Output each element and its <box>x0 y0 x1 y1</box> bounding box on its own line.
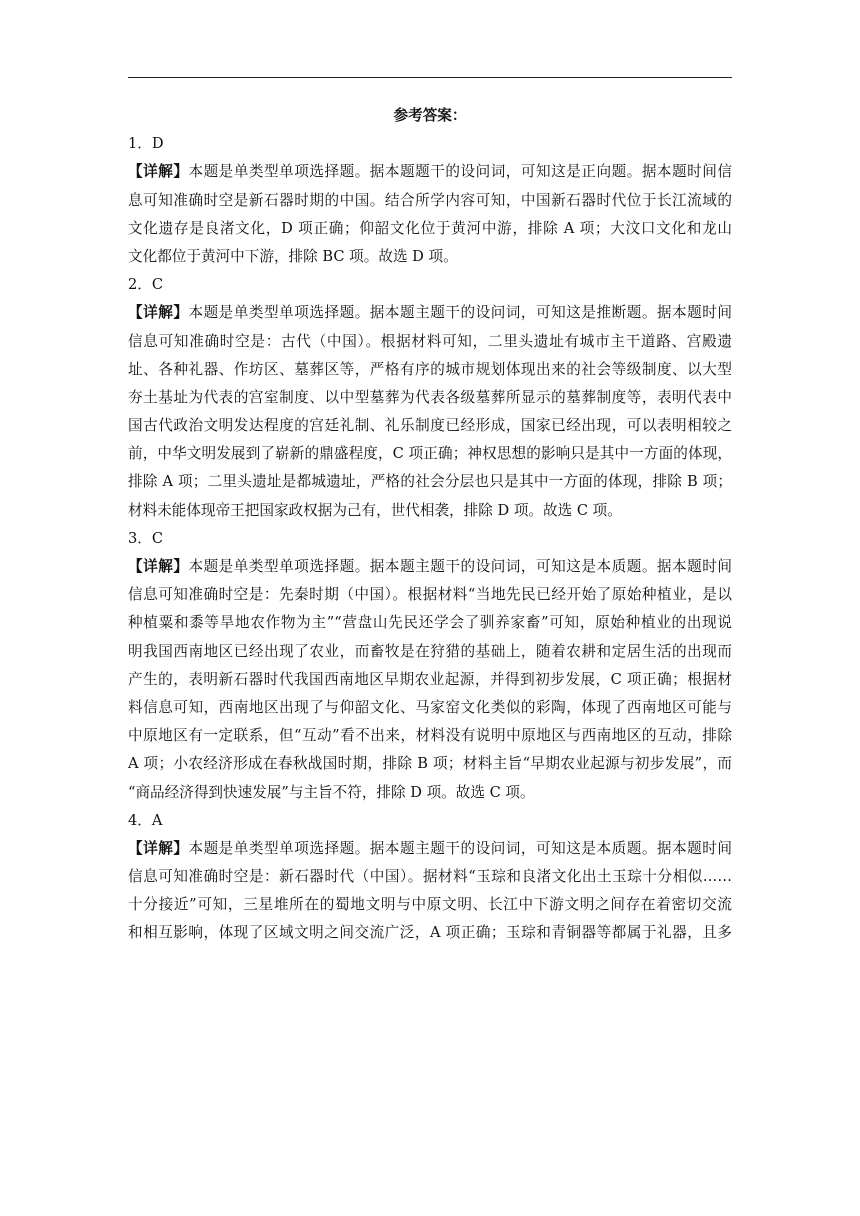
answer-number: 1．D <box>128 135 164 153</box>
answers-heading: 参考答案： <box>393 107 467 124</box>
explanation-line: “商品经济得到快速发展”与主旨不符，排除 D 项。故选 C 项。 <box>128 783 535 801</box>
answer-block-2 <box>128 271 732 525</box>
answer-number: 4．A <box>128 811 163 829</box>
explanation-line: 【详解】本题是单类型单项选择题。据本题题干的设问词，可知这是正向题。据本题时间信 <box>128 163 732 181</box>
explanation-line: 和相互影响，体现了区域文明之间交流广泛，A 项正确；玉琮和青铜器等都属于礼器，且多 <box>128 924 732 942</box>
detail-tag: 【详解】 <box>128 558 189 575</box>
explanation-line: 【详解】本题是单类型单项选择题。据本题主题干的设问词，可知这是本质题。据本题时间 <box>128 558 732 575</box>
explanation-line: 材料未能体现帝王把国家政权据为己有，世代相袭，排除 D 项。故选 C 项。 <box>128 501 622 519</box>
answer-block-4 <box>128 807 732 948</box>
explanation-line: 料信息可知，西南地区出现了与仰韶文化、马家窑文化类似的彩陶，体现了西南地区可能与 <box>128 698 732 716</box>
explanation-line: 息可知准确时空是新石器时期的中国。结合所学内容可知，中国新石器时代位于长江流域的 <box>128 191 732 209</box>
explanation-line: 夯土基址为代表的宫室制度、以中型墓葬为代表各级墓葬所显示的墓葬制度等，表明代表中 <box>128 388 732 406</box>
explanation-line: 产生的，表明新石器时代我国西南地区早期农业起源，并得到初步发展，C 项正确；根据材 <box>128 670 732 688</box>
explanation-line: 【详解】本题是单类型单项选择题。据本题主题干的设问词，可知这是推断题。据本题时间 <box>128 304 732 322</box>
explanation-line: 国古代政治文明发达程度的宫廷礼制、礼乐制度已经形成，国家已经出现，可以表明相较之 <box>128 417 732 435</box>
detail-tag: 【详解】 <box>128 304 189 322</box>
explanation-line: 中原地区有一定联系，但“互动”看不出来，材料没有说明中原地区与西南地区的互动，排除 <box>128 727 732 745</box>
answer-block-3 <box>128 525 732 807</box>
explanation-line: 文化遗存是良渚文化，D 项正确；仰韶文化位于黄河中游，排除 A 项；大汶口文化和龙山 <box>128 219 732 237</box>
header-rule <box>128 77 732 78</box>
explanation-line: 十分接近”可知，三星堆所在的蜀地文明与中原文明、长江中下游文明之间存在着密切交流 <box>128 896 732 914</box>
explanation-line: A 项；小农经济形成在春秋战国时期，排除 B 项；材料主旨“早期农业起源与初步发展”，而 <box>128 755 732 773</box>
explanation-line: 明我国西南地区已经出现了农业，而畜牧是在狩猎的基础上，随着农耕和定居生活的出现而 <box>128 642 732 660</box>
explanation-line: 【详解】本题是单类型单项选择题。据本题主题干的设问词，可知这是本质题。据本题时间 <box>128 839 732 857</box>
explanation-line: 信息可知准确时空是：新石器时代（中国）。据材料“玉琮和良渚文化出土玉琮十分相似…… <box>128 868 732 886</box>
answer-number: 2．C <box>128 276 164 294</box>
explanation-line: 址、各种礼器、作坊区、墓葬区等，严格有序的城市规划体现出来的社会等级制度、以大型 <box>128 360 732 378</box>
explanation-line: 前，中华文明发展到了崭新的鼎盛程度，C 项正确；神权思想的影响只是其中一方面的体现， <box>128 445 732 463</box>
explanation-line: 排除 A 项；二里头遗址是都城遗址，严格的社会分层也只是其中一方面的体现，排除 B 项； <box>128 473 732 491</box>
explanation-line: 种植粟和黍等旱地农作物为主”“营盘山先民还学会了驯养家畜”可知，原始种植业的出现说 <box>128 614 732 632</box>
explanation-line: 文化都位于黄河中下游，排除 BC 项。故选 D 项。 <box>128 247 458 265</box>
answer-number: 3．C <box>128 529 164 547</box>
answer-block-1 <box>128 130 732 271</box>
detail-tag: 【详解】 <box>128 163 189 181</box>
detail-tag: 【详解】 <box>128 839 189 857</box>
explanation-line: 信息可知准确时空是：先秦时期（中国）。根据材料“当地先民已经开始了原始种植业，是以 <box>128 586 732 604</box>
answer-content <box>128 102 732 948</box>
explanation-line: 信息可知准确时空是：古代（中国）。根据材料可知，二里头遗址有城市主干道路、宫殿遗 <box>128 332 732 350</box>
